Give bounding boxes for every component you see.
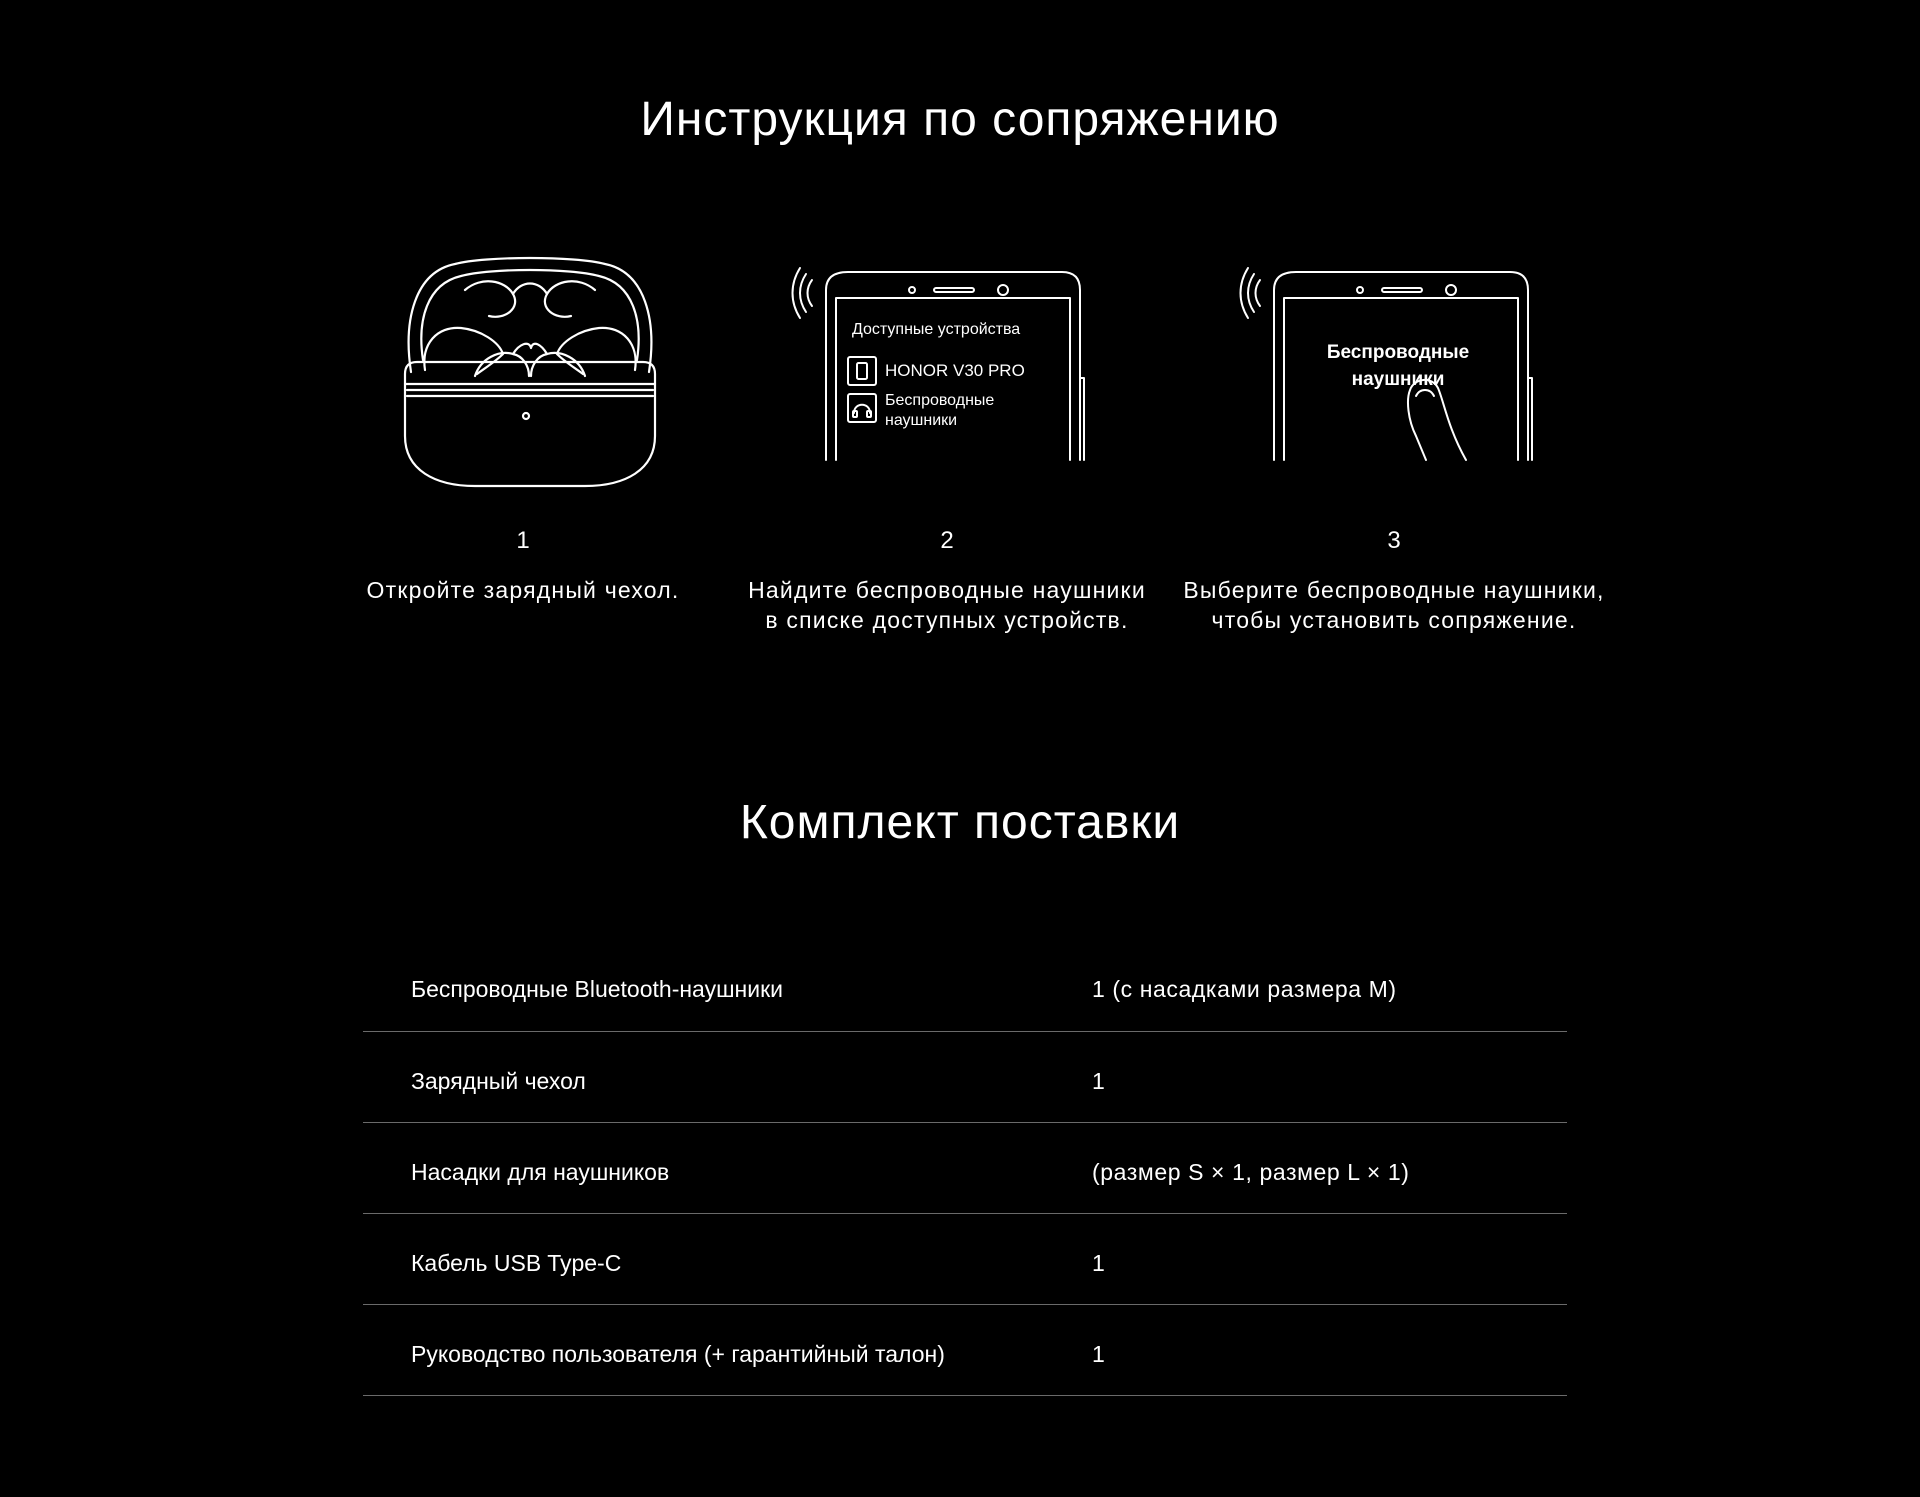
finger-tap-icon <box>1408 380 1466 460</box>
phone-icon <box>848 357 876 385</box>
headphones-icon <box>848 394 876 422</box>
svg-text:наушники: наушники <box>1351 369 1445 390</box>
step-description: Найдите беспроводные наушники в списке доступных устройств. <box>748 577 1146 633</box>
table-row <box>363 1123 1567 1214</box>
svg-text:HONOR V30 PRO: HONOR V30 PRO <box>885 361 1025 380</box>
item-name: Беспроводные Bluetooth-наушники <box>411 976 783 1002</box>
phone-device-list-icon <box>790 250 1090 465</box>
item-name: Зарядный чехол <box>411 1068 586 1094</box>
table-row <box>363 1032 1567 1123</box>
signal-wave-icon <box>1256 280 1261 306</box>
step-number: 3 <box>1387 527 1401 554</box>
step-number: 1 <box>516 527 530 554</box>
signal-wave-icon <box>808 280 813 306</box>
item-name: Кабель USB Type-C <box>411 1250 622 1276</box>
table-row <box>363 940 1567 1032</box>
item-name: Насадки для наушников <box>411 1159 670 1185</box>
step-description: Выберите беспроводные наушники, чтобы установить сопряжение. <box>1183 577 1605 633</box>
item-quantity: 1 <box>1092 1068 1106 1094</box>
item-quantity: 1 <box>1092 1341 1106 1367</box>
item-quantity: 1 <box>1092 1250 1106 1276</box>
item-quantity: (размер S × 1, размер L × 1) <box>1092 1159 1410 1185</box>
svg-text:Беспроводные: Беспроводные <box>885 392 995 409</box>
table-row <box>363 1305 1567 1396</box>
table-row <box>363 1214 1567 1305</box>
package-contents-table <box>363 940 1567 1396</box>
charging-case-open-icon <box>395 250 665 495</box>
pairing-step-2 <box>712 525 1182 635</box>
svg-text:Доступные устройства: Доступные устройства <box>852 321 1021 338</box>
pairing-step-3 <box>1159 525 1629 635</box>
phone-tap-icon <box>1238 250 1538 465</box>
package-section-title: Комплект поставки <box>739 796 1181 849</box>
item-name: Руководство пользователя (+ гарантийный талон) <box>411 1341 945 1367</box>
svg-text:Беспроводные: Беспроводные <box>1326 342 1470 363</box>
pairing-step-1 <box>288 525 758 605</box>
svg-text:наушники: наушники <box>885 412 958 429</box>
item-quantity: 1 (с насадками размера M) <box>1092 976 1397 1002</box>
pairing-section-title: Инструкция по сопряжению <box>640 93 1280 146</box>
step-number: 2 <box>940 527 954 554</box>
step-description: Откройте зарядный чехол. <box>366 577 680 603</box>
